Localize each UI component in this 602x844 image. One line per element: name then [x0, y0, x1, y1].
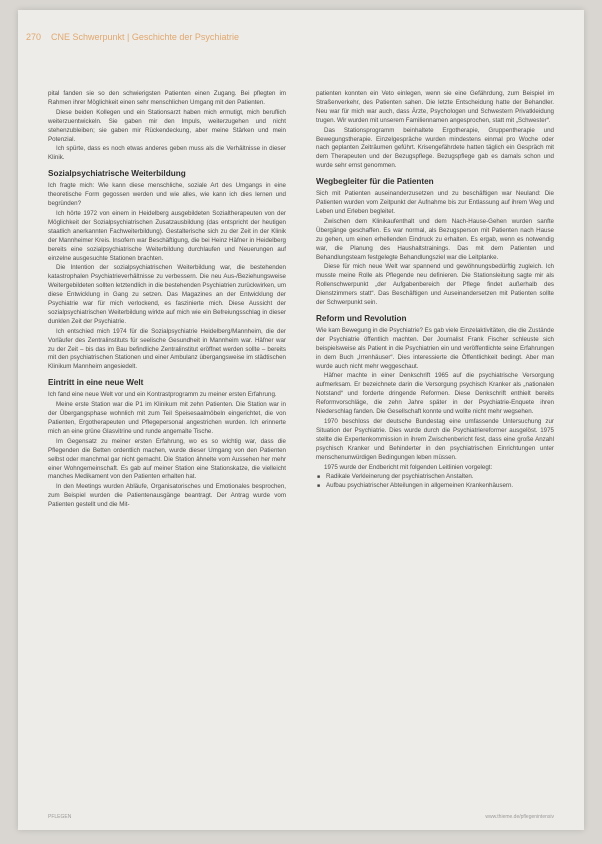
- document-page: [18, 10, 584, 830]
- right-column: [316, 90, 554, 491]
- paragraph: Häfner machte in einer Denkschrift 1965 auf die psychiatrische Versorgung aufmerksam. Er bezeichnete darin die Versorgung psychisch Kranker als „nationalen Notstand“ und forderte dringende Reformen. Diese Denkschrift enthielt bereits Reformvorschläge, die zehn Jahre später in der Psychiatrie-Enquete ihren Niederschlag fanden. Die Gesellschaft konnte und wollte nicht mehr wegsehen.: [316, 372, 554, 416]
- paragraph: patienten konnten ein Veto einlegen, wenn sie eine Gefährdung, zum Beispiel im Straßenverkehr, des Patienten sahen. Die letzte Entscheidung hatte der Behandler. Neu war für mich war auch, dass Ärzte, Psychologen und Schwestern Privatkleidung trugen. Wir wurden mit unserem Familiennamen angesprochen, statt mit „Schwester“.: [316, 90, 554, 124]
- paragraph: Meine erste Station war die P1 im Klinikum mit zehn Patienten. Die Station war in der Übergangsphase wohnlich mit zum Teil Speisesaalmöbeln eingerichtet, die von Patienten, Ergotherapeuten und Pflegepersonal angestrichen wurden. Ich erinnerte mich an eine grüne Glasvitrine und runde angemalte Tische.: [48, 401, 286, 435]
- page-header: [26, 30, 574, 44]
- paragraph: Ich entschied mich 1974 für die Sozialpsychiatrie Heidelberg/Mannheim, die der Vorläufer des Zentralinstituts für seelische Gesundheit in Mannheim war. Häfner war zu der Zeit – bis das im Bau befindliche Zentralinstitut eröffnet werden sollte – bereits mit den psychiatrischen Stationen und einer Ambulanz übergangsweise im städtischen Klinikum Mannheim angesiedelt.: [48, 327, 286, 371]
- paragraph: pital fanden sie so den schwierigsten Patienten einen Zugang. Bei pflegten im Rahmen ihrer Möglichkeit einen sehr menschlichen Umgang mit den Patienten.: [48, 90, 286, 106]
- section-heading: Reform und Revolution: [316, 313, 407, 323]
- section-heading: Wegbegleiter für die Patienten: [316, 177, 434, 187]
- paragraph: Sich mit Patienten auseinanderzusetzen und zu beschäftigen war Neuland: Die Patienten wurden vom Zeitpunkt der Aufnahme bis zur Entlassung auf ihrem Weg und Leben und Erleben begleitet.: [316, 190, 554, 215]
- paragraph: Die Intention der sozialpsychiatrischen Weiterbildung war, die bestehenden katastrophalen Psychiatrieverhältnisse zu verbessern. Die neu Aus-/Beziehungsweise Weitergebildeten sollten letztendlich in die bestehenden Psychiatrien zurückwirken, um diese Entwicklung in Gang zu setzen. Das Magazines an der Entwicklung der Psychiatrie war für mich verlockend, es faszinierte mich. Diese Aussicht der sozialpsychiatrischen Weiterbildung wirkte auf mich wie ein Befreiungsschlag in dieser dunklen Zeit der Psychiatrie.: [48, 264, 286, 325]
- paragraph: In den Meetings wurden Abläufe, Organisatorisches und Emotionales besprochen, zum Beispiel wurden die Patientenausgänge beantragt. Der Antrag wurde vom Patienten gestellt und die Mit-: [48, 483, 286, 509]
- page-number: 270: [26, 32, 42, 42]
- paragraph: Das Stationsprogramm beinhaltete Ergotherapie, Gruppentherapie und Bewegungstherapie. Einzelgespräche wurden mindestens einmal pro Woche oder nach geplanten Zeiträumen geführt. Krisengefährdete hatten täglich ein Gespräch mit dem Therapeuten und der Bezugspflege. Bezugspflege gab es damals schon und wurde sehr ernst genommen.: [316, 126, 554, 170]
- paragraph: Ich fand eine neue Welt vor und ein Kontrastprogramm zu meiner ersten Erfahrung.: [48, 391, 277, 399]
- paragraph: 1975 wurde der Endbericht mit folgenden Leitlinien vorgelegt:: [324, 463, 493, 471]
- paragraph: Diese für mich neue Welt war spannend und gewöhnungsbedürftig zugleich. Ich musste meine Rolle als Pflegende neu definieren. Die Stationsleitung sagte mir als Rollenschwerpunkt „der Aufgabenbereich der Pflege findet außerhalb des Dienstzimmers statt“. Das Beschäftigen und Auseinandersetzen mit Patienten sollte der Schwerpunkt sein.: [316, 263, 554, 307]
- paragraph: Zwischen dem Klinikaufenthalt und dem Nach-Hause-Gehen wurden sanfte Übergänge geschaffen. Es war normal, als Bezugsperson mit Patienten nach Hause zu gehen, um einen erhellenden Eindruck zu erhalten. Es ergab, wenn es notwendig war, die Planung des Haushaltstrainings. Das mit dem Patienten und Behandlungsteam festgelegte Behandlungsziel war die Leitplanke.: [316, 217, 554, 261]
- footer-left: PFLEGEN: [48, 814, 72, 820]
- bullet-list: [316, 473, 554, 491]
- paragraph: Im Gegensatz zu meiner ersten Erfahrung, wo es so wichtig war, dass die Pflegenden die Betten ordentlich machen, wurde dieser Umgang von den Patienten selbst oder manchmal gar nicht gemacht. Die Station ähnelte vom Aussehen her mehr einer Wohngemeinschaft. Es gab auf meiner Station eine Stationskatze, die vielleicht manches Medikament von den Patienten erhalten hat.: [48, 437, 286, 481]
- paragraph: Wie kam Bewegung in die Psychiatrie? Es gab viele Einzelaktivitäten, die die Zustände der Psychiatrie öffentlich machten. Der Journalist Frank Fischer schleuste sich beispielsweise als Patient in die Psychiatrien ein und veröffentlichte seine Erfahrungen in dem Buch „Irrenhäuser“. Dies interessierte die Öffentlichkeit bedingt. Aber man wurde auch nicht mehr weggeschaut.: [316, 326, 555, 370]
- footer-right: www.thieme.de/pflegenintensiv: [485, 814, 554, 820]
- list-item: ■ Radikale Verkleinerung der psychiatrischen Anstalten.: [326, 473, 554, 482]
- paragraph: 1970 beschloss der deutsche Bundestag eine umfassende Untersuchung zur Situation der Psychiatrie. Dies wurde durch die Psychiatriereformer ausgelöst. 1975 stellte die Expertenkommission in ihrem Zwischenbericht fest, dass eine große Anzahl psychisch Kranker und Behinderter in den psychiatrischen Einrichtungen unter menschenunwürdigen Bedingungen leben müssen.: [316, 418, 554, 461]
- running-title: CNE Schwerpunkt | Geschichte der Psychiatrie: [51, 32, 239, 42]
- section-heading: Sozialpsychiatrische Weiterbildung: [48, 169, 186, 179]
- list-item: ■ Aufbau psychiatrischer Abteilungen in allgemeinen Krankenhäusern.: [326, 482, 554, 491]
- section-heading: Eintritt in eine neue Welt: [48, 378, 144, 388]
- paragraph: Ich hörte 1972 von einem in Heidelberg ausgebildeten Sozialtherapeuten von der Möglichkeit der Sozialpsychiatrischen Zusatzausbildung (das entspricht der heutigen staatlich anerkannten Fachweiterbildung). Gestalterische sich zu der Zeit in der Klinik der Mannheimer Kreis. Insofern war Beschäftigung, die bei Heinz Häfner in Heidelberg bereits eine sozialpsychiatrische Weiterbildung durchlaufen und Neuerungen auf einzelne ausgesuchte Stationen brachten.: [48, 209, 286, 262]
- left-column: [48, 90, 286, 511]
- page-footer: [48, 814, 554, 820]
- paragraph: Diese beiden Kollegen und ein Stationsarzt haben mich ermutigt, mich beruflich weiterzuentwickeln. Sie gaben mir den Impuls, weiterzugehen und nicht stehenzubleiben; sie gaben mir Rückendeckung, aber meine Stärken und mein Potenzial.: [48, 108, 286, 143]
- paragraph: Ich fragte mich: Wie kann diese menschliche, soziale Art des Umgangs in eine theoretische Form gegossen werden und wie alles, wie kann ich dies lernen und begründen?: [48, 182, 286, 208]
- paragraph: Ich spürte, dass es noch etwas anderes geben muss als die Verhältnisse in dieser Klinik.: [48, 145, 286, 162]
